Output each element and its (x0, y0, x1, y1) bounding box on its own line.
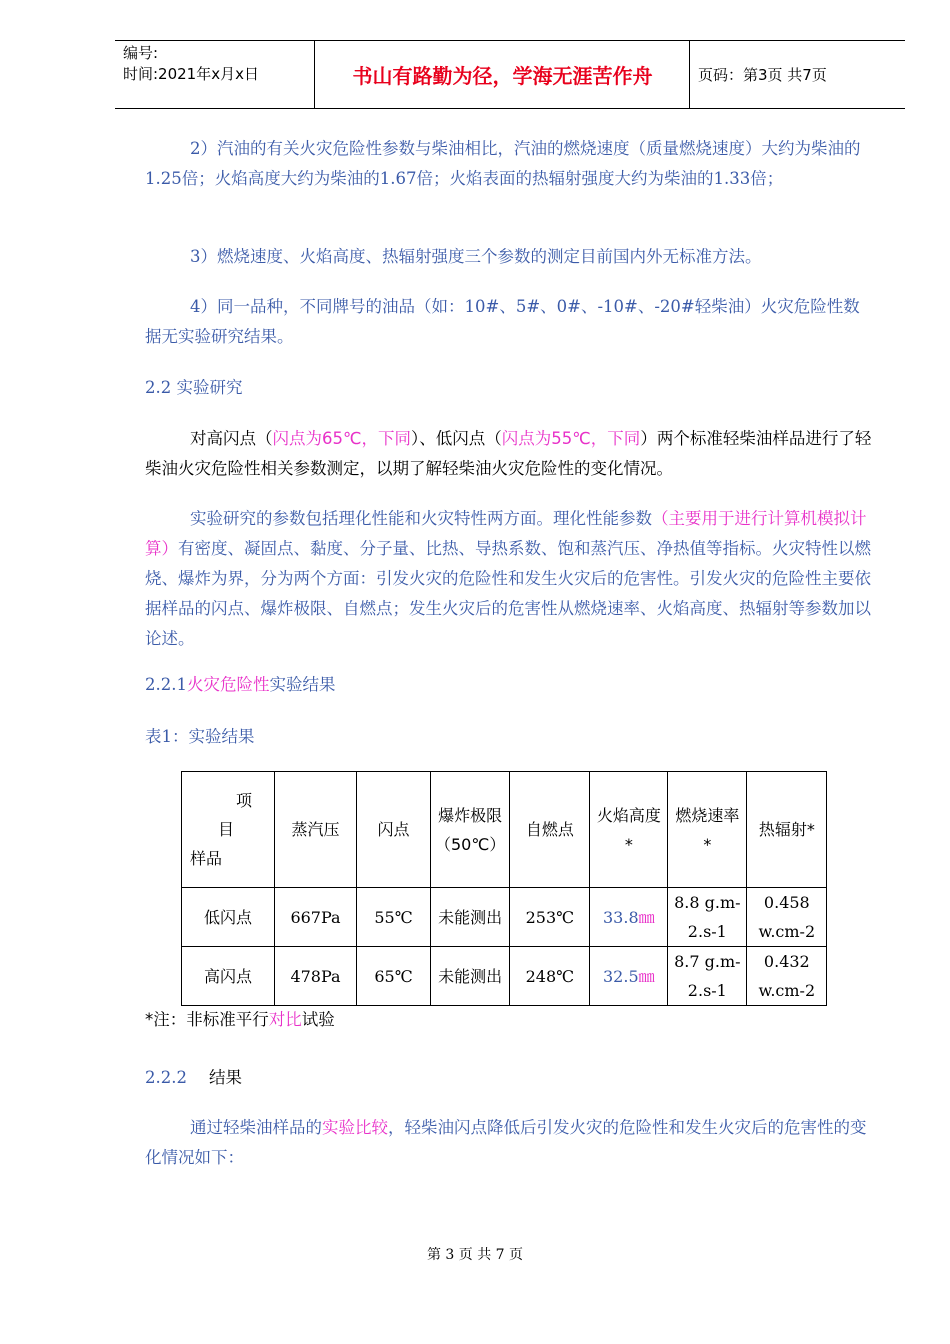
header-heat: 热辐射* (747, 772, 827, 888)
header-flame: 火焰高度* (590, 772, 668, 888)
results-table (181, 771, 827, 1006)
table-caption: 表1：实验结果 (145, 727, 255, 746)
paragraph-3: 3）燃烧速度、火焰高度、热辐射强度三个参数的测定目前国内外无标准方法。 (190, 247, 762, 266)
cell-heat: 0.458 w.cm-2 (747, 888, 827, 947)
table-header-row (182, 772, 827, 888)
cell-sample: 低闪点 (182, 888, 275, 947)
cell-heat: 0.432 w.cm-2 (747, 947, 827, 1006)
header-flash: 闪点 (357, 772, 431, 888)
section-2-2-2-heading: 2.2.2 结果 (145, 1068, 242, 1087)
section-2-2-heading: 2.2 实验研究 (145, 378, 243, 397)
paragraph-6: 实验研究的参数包括理化性能和火灾特性两方面。理化性能参数（主要用于进行计算机模拟计算）有密度、凝固点、黏度、分子量、比热、导热系数、饱和蒸汽压、净热值等指标。火灾特性以燃烧、爆炸为界，分为两个方面：引发火灾的危险性和发生火灾后的危害性。引发火灾的危险性主要依据样品的闪点、爆炸极限、自燃点；发生火灾后的危害性从燃烧速率、火焰高度、热辐射等参数加以论述。 (145, 509, 871, 648)
cell-burn: 8.8 g.m-2.s-1 (668, 888, 747, 947)
section-2-2-1-heading: 2.2.1火灾危险性实验结果 (145, 675, 336, 694)
paragraph-2: 2）汽油的有关火灾危险性参数与柴油相比，汽油的燃烧速度（质量燃烧速度）大约为柴油的1.25倍；火焰高度大约为柴油的1.67倍；火焰表面的热辐射强度大约为柴油的1.33倍； (145, 139, 861, 188)
cell-flame: 33.8㎜ (590, 888, 668, 947)
table-row (182, 947, 827, 1006)
cell-explo: 未能测出 (431, 947, 510, 1006)
cell-vapor: 478Pa (275, 947, 357, 1006)
page-header (115, 40, 905, 109)
cell-flame: 32.5㎜ (590, 947, 668, 1006)
header-autoign: 自燃点 (510, 772, 590, 888)
cell-vapor: 667Pa (275, 888, 357, 947)
header-item-sample: 项 目 样品 (182, 772, 275, 888)
page-footer: 第 3 页 共 7 页 (426, 1247, 524, 1263)
header-page-info: 页码：第3页 共7页 (698, 66, 827, 84)
cell-explo: 未能测出 (431, 888, 510, 947)
header-vapor: 蒸汽压 (275, 772, 357, 888)
cell-sample: 高闪点 (182, 947, 275, 1006)
header-burn: 燃烧速率* (668, 772, 747, 888)
table-row (182, 888, 827, 947)
header-explo: 爆炸极限（50℃） (431, 772, 510, 888)
cell-flash: 55℃ (357, 888, 431, 947)
cell-burn: 8.7 g.m-2.s-1 (668, 947, 747, 1006)
header-motto: 书山有路勤为径，学海无涯苦作舟 (316, 41, 690, 108)
header-meta (115, 41, 315, 108)
time-label: 时间:2021年x月x日 (123, 65, 259, 83)
cell-autoign: 253℃ (510, 888, 590, 947)
cell-flash: 65℃ (357, 947, 431, 1006)
paragraph-4: 4）同一品种，不同牌号的油品（如：10#、5#、0#、-10#、-20#轻柴油）火灾危险性数据无实验研究结果。 (145, 297, 860, 346)
code-label: 编号: (123, 44, 159, 62)
table-note: *注：非标准平行对比试验 (145, 1010, 335, 1029)
cell-autoign: 248℃ (510, 947, 590, 1006)
paragraph-7: 通过轻柴油样品的实验比较，轻柴油闪点降低后引发火灾的危险性和发生火灾后的危害性的变化情况如下： (145, 1118, 867, 1167)
paragraph-5: 对高闪点（闪点为65℃，下同）、低闪点（闪点为55℃，下同）两个标准轻柴油样品进行了轻柴油火灾危险性相关参数测定，以期了解轻柴油火灾危险性的变化情况。 (145, 429, 872, 478)
